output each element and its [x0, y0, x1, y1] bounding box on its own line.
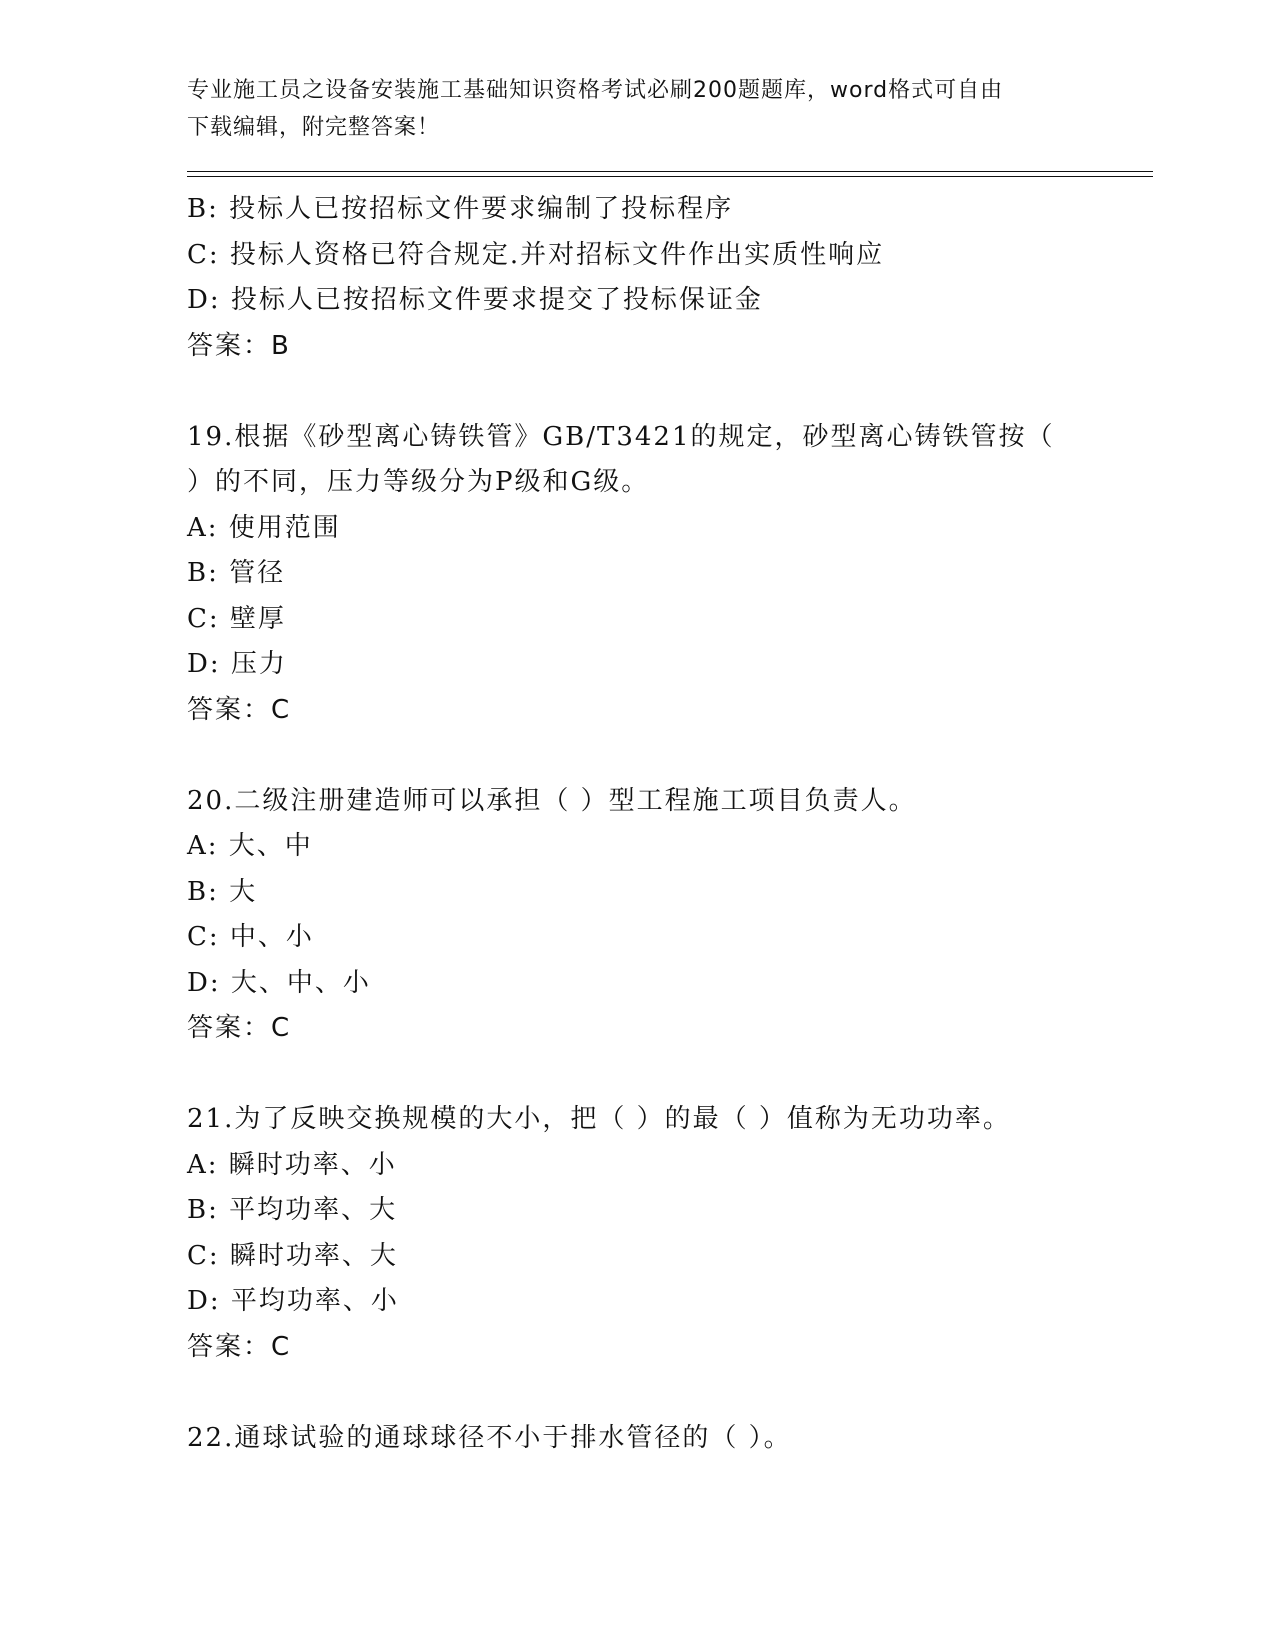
spacer [187, 1052, 1147, 1098]
question-stem: 22.通球试验的通球球径不小于排水管径的（ ）。 [187, 1422, 792, 1453]
question-stem: 19.根据《砂型离心铸铁管》GB/T3421的规定，砂型离心铸铁管按（ [187, 421, 1055, 452]
option-b: B: 大 [187, 876, 258, 907]
answer-line: 答案：C [187, 1331, 292, 1362]
option-c: C: 投标人资格已符合规定.并对招标文件作出实质性响应 [187, 239, 885, 270]
option-a: A: 大、中 [187, 831, 313, 861]
option-c: C: 中、小 [187, 922, 314, 952]
question-21 [187, 1097, 1147, 1370]
document-header [187, 72, 1067, 146]
prev-question [187, 187, 1147, 369]
option-c: C: 瞬时功率、大 [187, 1240, 398, 1271]
option-d: D: 投标人已按招标文件要求提交了投标保证金 [187, 285, 763, 315]
question-stem: 21.为了反映交换规模的大小，把（ ）的最（ ）值称为无功功率。 [187, 1104, 1011, 1134]
option-d: D: 压力 [187, 649, 287, 679]
header-line-2: 下载编辑，附完整答案！ [187, 115, 441, 140]
spacer [187, 369, 1147, 415]
answer-line: 答案：C [187, 1013, 292, 1043]
header-rule-top [187, 171, 1153, 172]
option-d: D: 大、中、小 [187, 967, 371, 998]
option-b: B: 平均功率、大 [187, 1195, 398, 1225]
option-c: C: 壁厚 [187, 603, 286, 634]
answer-line: 答案：B [187, 330, 291, 361]
option-a: A: 使用范围 [187, 512, 341, 543]
question-content [187, 187, 1147, 1461]
question-stem: 20.二级注册建造师可以承担（ ）型工程施工项目负责人。 [187, 785, 917, 816]
header-rule-bottom [187, 176, 1153, 177]
spacer [187, 733, 1147, 779]
question-20 [187, 779, 1147, 1052]
answer-line: 答案：C [187, 694, 292, 725]
option-a: A: 瞬时功率、小 [187, 1149, 397, 1180]
question-22 [187, 1416, 1147, 1462]
option-b: B: 投标人已按招标文件要求编制了投标程序 [187, 194, 734, 224]
option-d: D: 平均功率、小 [187, 1286, 399, 1316]
question-19 [187, 415, 1147, 734]
spacer [187, 1370, 1147, 1416]
option-b: B: 管径 [187, 558, 286, 588]
question-stem: ）的不同，压力等级分为P级和G级。 [187, 467, 650, 497]
header-line-1: 专业施工员之设备安装施工基础知识资格考试必刷200题题库，word格式可自由 [187, 78, 1004, 103]
